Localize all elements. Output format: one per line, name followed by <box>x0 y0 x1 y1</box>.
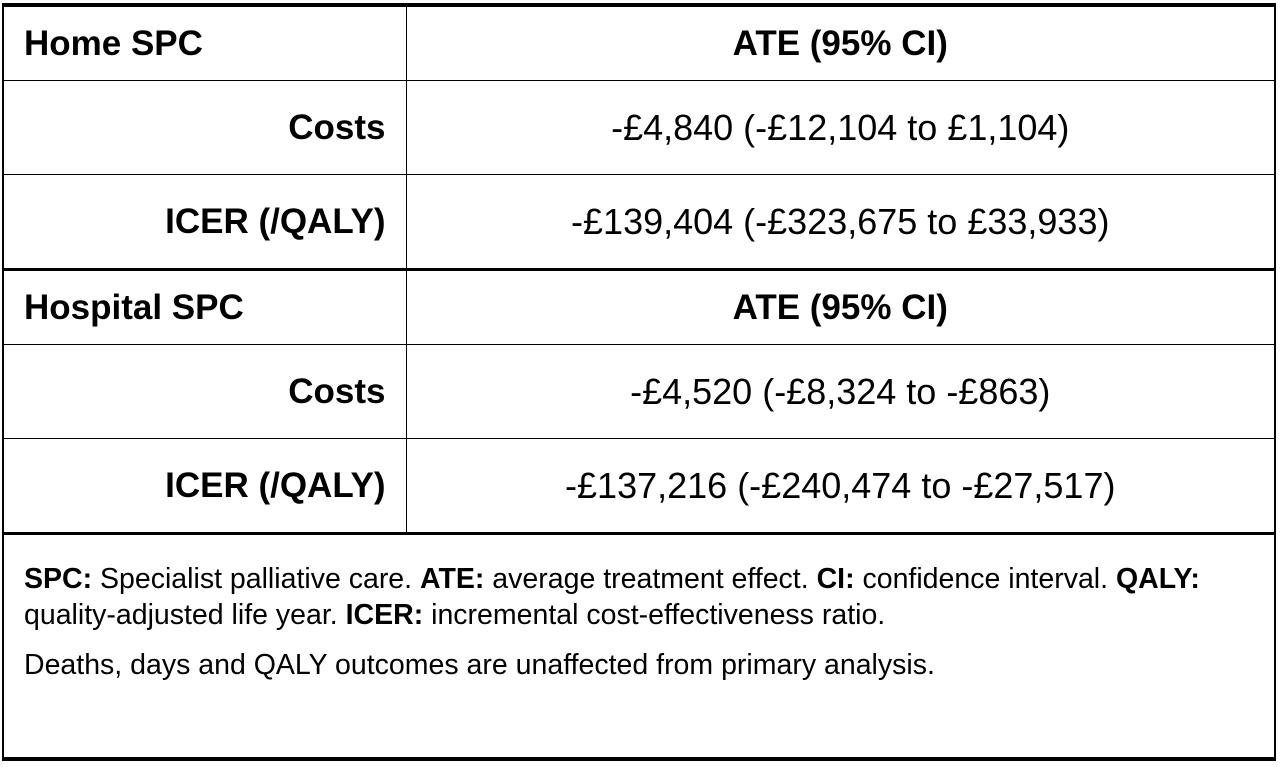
ate-value: -£4,520 (-£8,324 to -£863) <box>406 345 1274 439</box>
home-spc-header-row <box>4 7 1274 81</box>
footnote: Deaths, days and QALY outcomes are unaffected from primary analysis. <box>24 649 935 681</box>
group-label-home-spc: Home SPC <box>4 7 406 81</box>
row-label-icer: ICER (/QALY) <box>4 175 406 270</box>
table-row <box>4 175 1274 270</box>
abbr-term-ci: CI: <box>816 563 855 595</box>
results-table <box>4 7 1274 535</box>
abbr-def-ci: confidence interval. <box>854 563 1116 595</box>
abbr-def-ate: average treatment effect. <box>484 563 817 595</box>
group-label-hospital-spc: Hospital SPC <box>4 270 406 345</box>
ate-value: -£137,216 (-£240,474 to -£27,517) <box>406 439 1274 534</box>
row-label-costs: Costs <box>4 81 406 175</box>
abbr-term-qaly: QALY: <box>1115 563 1200 595</box>
ate-value: -£4,840 (-£12,104 to £1,104) <box>406 81 1274 175</box>
abbreviations-note <box>24 561 1254 633</box>
ate-column-header: ATE (95% CI) <box>406 270 1274 345</box>
row-label-costs: Costs <box>4 345 406 439</box>
results-table-frame <box>2 3 1276 761</box>
abbr-def-qaly: quality-adjusted life year. <box>24 599 346 631</box>
table-row <box>4 439 1274 534</box>
abbr-def-spc: Specialist palliative care. <box>92 563 420 595</box>
abbr-term-spc: SPC: <box>24 563 93 595</box>
abbr-term-icer: ICER: <box>345 599 424 631</box>
abbr-def-icer: incremental cost-effectiveness ratio. <box>423 599 886 631</box>
table-row <box>4 345 1274 439</box>
abbr-term-ate: ATE: <box>420 563 485 595</box>
row-label-icer: ICER (/QALY) <box>4 439 406 534</box>
hospital-spc-header-row <box>4 270 1274 345</box>
table-row <box>4 81 1274 175</box>
table-notes <box>4 535 1274 683</box>
ate-value: -£139,404 (-£323,675 to £33,933) <box>406 175 1274 270</box>
ate-column-header: ATE (95% CI) <box>406 7 1274 81</box>
